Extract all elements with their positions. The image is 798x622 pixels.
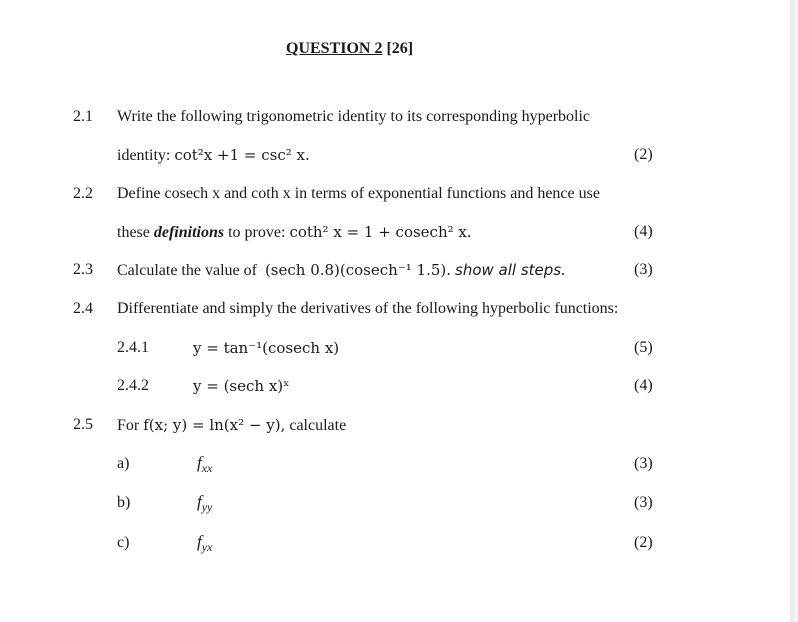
q22-line2: [117, 222, 472, 243]
q25-line: [117, 415, 346, 436]
q23-marks: (3): [634, 261, 653, 278]
q22-line1: Define cosech x and coth x in terms of exponential functions and hence use: [117, 185, 600, 202]
q25a-derivative: $f_{xx}$: [197, 453, 213, 475]
q23-number: 2.3: [73, 261, 93, 278]
q21-marks: (2): [634, 146, 653, 163]
q25-post: calculate: [289, 417, 347, 434]
question-title: [286, 40, 413, 58]
q25-pre: For: [117, 417, 140, 434]
q23-expression: (sech 0.8)(cosech⁻¹ 1.5).: [264, 261, 451, 279]
q21-line2: [117, 145, 310, 166]
question-total-marks: [26]: [386, 40, 414, 57]
q25-function: f(x; y) = ln(x² − y),: [143, 416, 286, 434]
question-heading: QUESTION 2: [286, 40, 383, 57]
q24-text: Differentiate and simply the derivatives of the following hyperbolic functions:: [117, 300, 619, 317]
q21-number: 2.1: [73, 108, 93, 125]
q22-definitions: definitions: [153, 224, 225, 241]
q23-note: show all steps.: [455, 261, 566, 279]
q25a-marks: (3): [634, 455, 653, 472]
q25a-label: a): [117, 455, 130, 472]
q241-number: 2.4.1: [117, 339, 149, 356]
q23-text: Calculate the value of: [117, 262, 257, 279]
q23-line: [117, 260, 566, 281]
q24-number: 2.4: [73, 300, 93, 317]
q22-number: 2.2: [73, 185, 93, 202]
q21-line1: Write the following trigonometric identity to its corresponding hyperbolic: [117, 108, 591, 125]
q25b-label: b): [117, 494, 131, 511]
q241-equation: y = tan⁻¹(cosech x): [193, 339, 340, 357]
q242-equation: y = (sech x)ˣ: [193, 377, 290, 395]
q25-number: 2.5: [73, 416, 93, 433]
q25c-label: c): [117, 534, 130, 551]
q25c-derivative: $f_{yx}$: [197, 532, 213, 554]
q242-number: 2.4.2: [117, 377, 149, 394]
q22-marks: (4): [634, 223, 653, 240]
q22-equation: coth² x = 1 + cosech² x.: [289, 223, 472, 241]
q242-marks: (4): [634, 377, 653, 394]
q21-equation: cot²x +1 = csc² x.: [174, 146, 310, 164]
page-edge: [790, 0, 798, 622]
q25b-derivative: $f_{yy}$: [197, 492, 213, 514]
q22-pre: these: [117, 224, 150, 241]
q25c-marks: (2): [634, 534, 653, 551]
q22-mid: to prove:: [228, 224, 286, 241]
q241-marks: (5): [634, 339, 653, 356]
q25b-marks: (3): [634, 494, 653, 511]
q21-label: identity:: [117, 147, 171, 164]
